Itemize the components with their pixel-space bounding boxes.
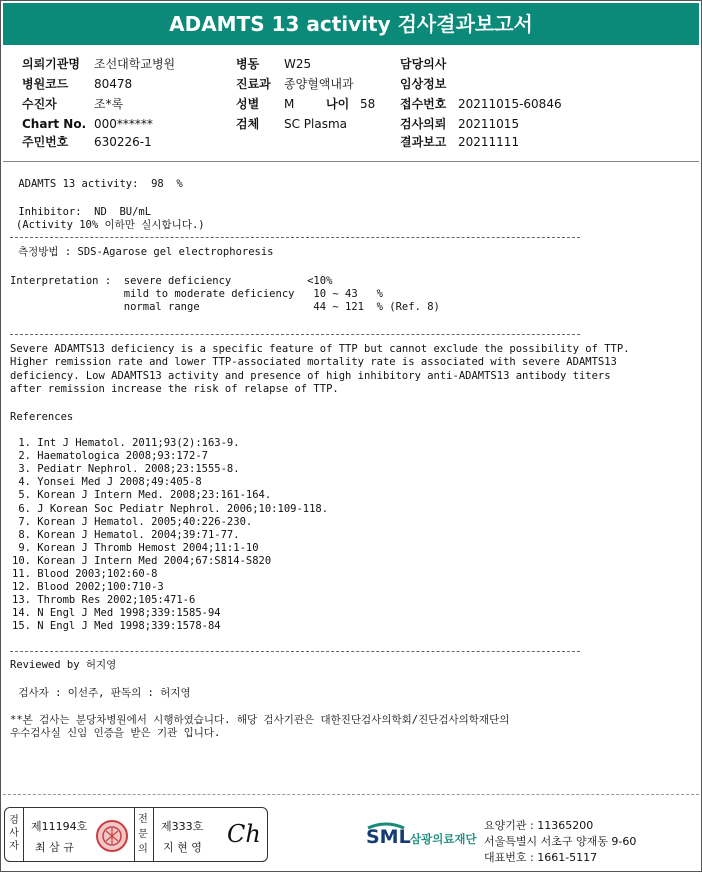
inhibitor-note: (Activity 10% 이하만 실시합니다.) (16, 219, 205, 231)
examiner-vertical-label: 검사자 (9, 815, 19, 852)
reference-item: 11. Blood 2003;102:60-8 (12, 568, 158, 580)
receipt-label: 접수번호 (400, 97, 447, 111)
sex-row (236, 97, 376, 111)
code-row (22, 77, 133, 91)
chart-value: 000****** (94, 117, 153, 131)
reference-item: 12. Blood 2002;100:710-3 (12, 581, 164, 594)
report-date-row (400, 135, 520, 149)
institution-label: 의뢰기관명 (22, 57, 80, 71)
report-date-value: 20211111 (458, 135, 520, 149)
reference-item: 3. Pediatr Nephrol. 2008;23:1555-8. (12, 463, 240, 476)
age-value: 58 (360, 97, 376, 111)
reference-item: 1. Int J Hematol. 2011;93(2):163-9. (12, 437, 240, 449)
logo-text: SML (366, 826, 411, 848)
reference-item: 14. N Engl J Med 1998;339:1585-94 (12, 607, 221, 620)
patient-value: 조*록 (94, 97, 124, 111)
note-line-2: 우수검사실 신임 인증을 받은 기관 입니다. (10, 727, 221, 739)
method-line: 측정방법 : SDS-Agarose gel electrophoresis (18, 246, 274, 258)
divider-2 (10, 334, 580, 335)
dept-row (236, 77, 354, 91)
specimen-row (236, 117, 348, 131)
reference-item: 4. Yonsei Med J 2008;49:405-8 (12, 476, 202, 489)
reference-item: 7. Korean J Hematol. 2005;40:226-230. (12, 515, 253, 528)
reviewed-line: Reviewed by 허지영 (10, 659, 117, 671)
receipt-value: 20211015-60846 (458, 97, 562, 111)
patient-row (22, 97, 124, 111)
note-line-1: **본 검사는 분당차병원에서 시행하였습니다. 해당 검사기관은 대한진단검사의학회/진단검사의학재단의 (10, 714, 510, 726)
comment-line-3: deficiency. Low ADAMTS13 activity and presence of high inhibitory anti-ADAMTS13 antibody titers (10, 370, 611, 382)
sex-label: 성별 (236, 97, 260, 111)
examiner-name: 최 삼 규 (35, 841, 74, 854)
specialist-vertical-label: 전문의 (138, 814, 148, 855)
examiner-seal-icon (95, 819, 129, 853)
doctor-row (400, 57, 446, 71)
examiner-line: 검사자 : 이선주, 판독의 : 허지영 (12, 687, 191, 699)
reference-item: 2. Haematologica 2008;93:172-7 (12, 450, 208, 463)
institution-value: 조선대학교병원 (94, 57, 176, 71)
doctor-label: 담당의사 (400, 57, 447, 71)
interpretation-line-3: normal range 44 ~ 121 % (Ref. 8) (10, 301, 440, 313)
ssn-value: 630226-1 (94, 135, 152, 149)
reference-item: 8. Korean J Hematol. 2004;39:71-77. (12, 528, 240, 541)
dept-value: 종양혈액내과 (284, 77, 354, 91)
inhibitor-line: Inhibitor: ND BU/mL (12, 206, 152, 218)
signature: Ch (227, 820, 261, 848)
ward-value: W25 (284, 57, 312, 71)
header-divider (3, 161, 699, 162)
chart-row (22, 117, 153, 131)
clinical-label: 임상정보 (400, 77, 447, 91)
dept-label: 진료과 (236, 77, 271, 91)
ssn-row (22, 135, 152, 149)
ssn-label: 주민번호 (22, 135, 69, 149)
institution-row (22, 57, 176, 71)
reference-item: 10. Korean J Intern Med 2004;67:S814-S820 (12, 554, 272, 567)
divider-3 (10, 651, 580, 652)
phone: 대표번호 : 1661-5117 (484, 851, 598, 864)
clinical-row (400, 77, 446, 91)
patient-label: 수진자 (22, 97, 57, 111)
sex-value: M (284, 97, 295, 111)
comment-line-1: Severe ADAMTS13 deficiency is a specific feature of TTP but cannot exclude the possibility of TTP. (10, 343, 630, 355)
comment-line-2: Higher remission rate and lower TTP-associated mortality rate is associated with severe ADAMTS13 (10, 356, 617, 368)
reference-item: 15. N Engl J Med 1998;339:1578-84 (12, 620, 221, 633)
reference-item: 9. Korean J Thromb Hemost 2004;11:1-10 (12, 541, 259, 554)
address: 서울특별시 서초구 양재동 9-60 (484, 835, 637, 848)
references-title: References (10, 411, 74, 423)
receipt-row (400, 97, 562, 111)
report-date-label: 결과보고 (400, 135, 447, 149)
org-code: 요양기관 : 11365200 (484, 819, 594, 832)
request-label: 검사의뢰 (400, 117, 447, 131)
activity-line: ADAMTS 13 activity: 98 % (12, 178, 183, 190)
request-row (400, 117, 520, 131)
specimen-label: 검체 (236, 117, 260, 131)
interpretation-line-2: mild to moderate deficiency 10 ~ 43 % (10, 288, 383, 300)
specimen-value: SC Plasma (284, 117, 348, 131)
footer-divider (3, 794, 699, 795)
specialist-name: 지 현 영 (163, 841, 202, 854)
divider-1 (10, 237, 580, 238)
reference-item: 13. Thromb Res 2002;105:471-6 (12, 594, 196, 607)
reference-item: 6. J Korean Soc Pediatr Nephrol. 2006;10:109-118. (12, 502, 329, 515)
company-name: 삼광의료재단 (410, 832, 477, 846)
specialist-license-no: 제333호 (161, 820, 204, 833)
reference-item: 5. Korean J Intern Med. 2008;23:161-164. (12, 489, 272, 502)
age-label: 나이 (326, 97, 350, 111)
interpretation-line-1: Interpretation : severe deficiency <10% (10, 275, 333, 287)
chart-label: Chart No. (22, 117, 87, 131)
ward-label: 병동 (236, 57, 260, 71)
request-value: 20211015 (458, 117, 520, 131)
examiner-license-no: 제11194호 (31, 820, 88, 833)
code-value: 80478 (94, 77, 133, 91)
comment-line-4: after remission increase the risk of relapse of TTP. (10, 383, 339, 395)
code-label: 병원코드 (22, 77, 69, 91)
report-title: ADAMTS 13 activity 검사결과보고서 (3, 3, 699, 45)
ward-row (236, 57, 312, 71)
signature-box (4, 807, 268, 862)
